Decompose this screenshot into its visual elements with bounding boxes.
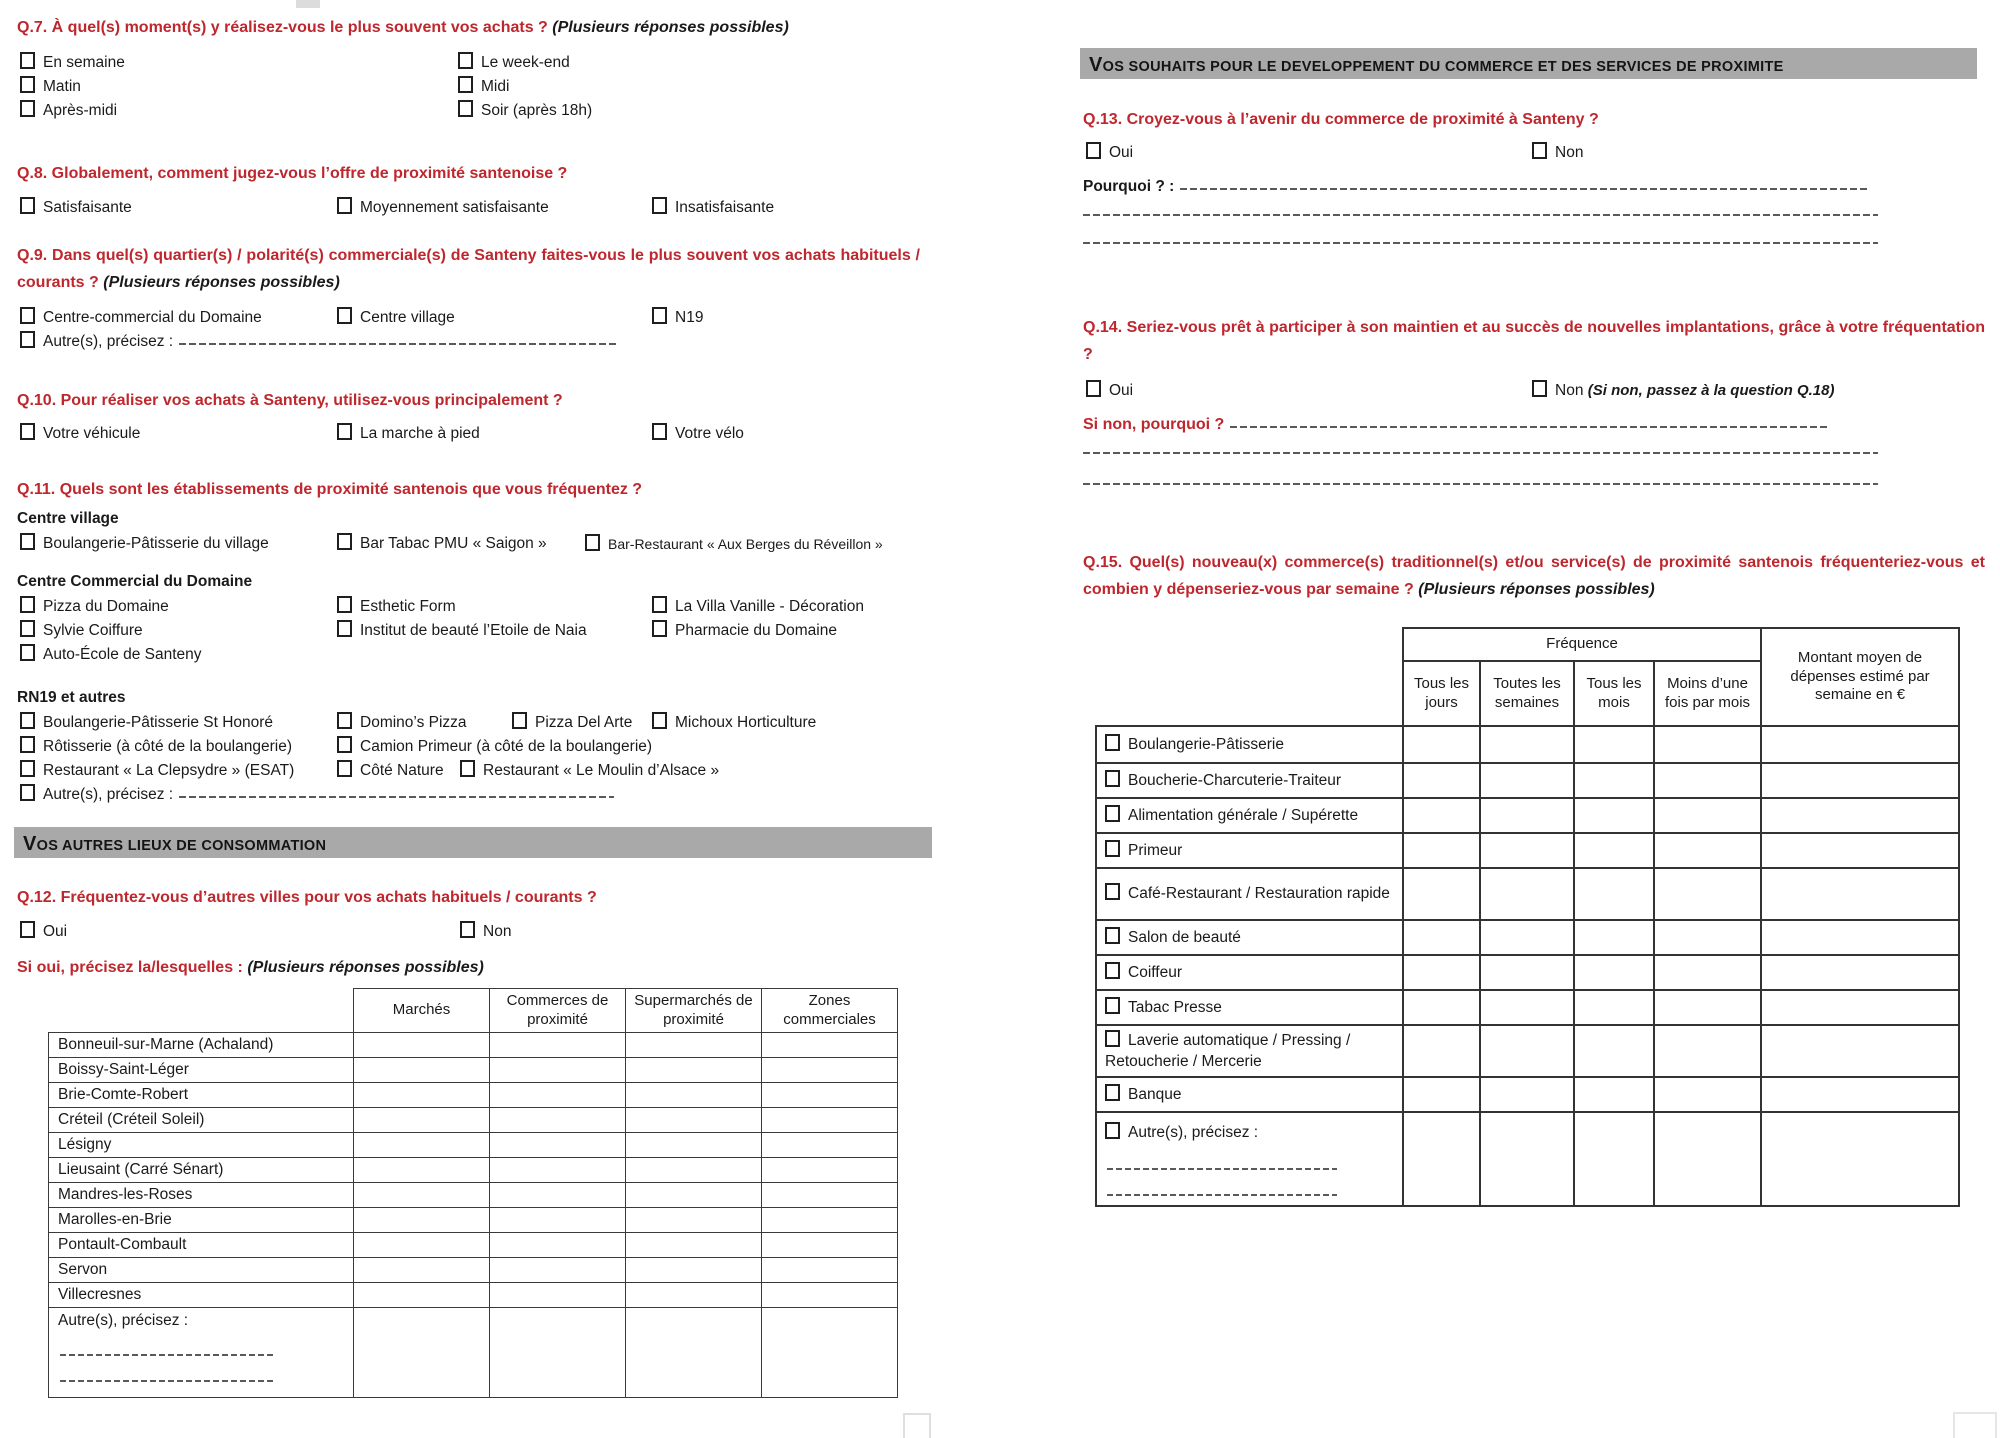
checkbox[interactable]	[337, 307, 352, 324]
q10-option-marche[interactable]: La marche à pied	[337, 423, 480, 443]
commerce-label[interactable]: Banque	[1096, 1077, 1403, 1112]
q12-option-oui[interactable]: Oui	[20, 921, 67, 941]
table-row	[49, 1058, 898, 1083]
answer-cell[interactable]	[1761, 798, 1959, 833]
answer-cell[interactable]	[1761, 1112, 1959, 1206]
answer-cell[interactable]	[1574, 1077, 1654, 1112]
answer-cell[interactable]	[354, 1283, 490, 1308]
checkbox[interactable]	[1105, 734, 1120, 751]
table-row	[49, 1258, 898, 1283]
table-row	[49, 1183, 898, 1208]
answer-cell[interactable]	[1480, 868, 1574, 920]
q8-option-insatisfaisante[interactable]: Insatisfaisante	[652, 197, 774, 217]
answer-cell[interactable]	[490, 1233, 626, 1258]
city-label: Boissy-Saint-Léger	[49, 1058, 354, 1083]
commerce-other-label[interactable]: Autre(s), précisez :	[1096, 1112, 1403, 1206]
answer-cell[interactable]	[1574, 990, 1654, 1025]
checkbox[interactable]	[1105, 962, 1120, 979]
checkbox[interactable]	[337, 596, 352, 613]
answer-cell[interactable]	[1654, 798, 1761, 833]
answer-cell[interactable]	[1403, 990, 1480, 1025]
answer-cell[interactable]	[1574, 798, 1654, 833]
city-label: Mandres-les-Roses	[49, 1183, 354, 1208]
answer-cell[interactable]	[1480, 798, 1574, 833]
q9-option-centre-commercial[interactable]: Centre-commercial du Domaine	[20, 307, 262, 327]
checkbox[interactable]	[458, 100, 473, 117]
table-row	[1096, 868, 1959, 920]
scan-artifact	[903, 1413, 931, 1438]
checkbox[interactable]	[20, 76, 35, 93]
q11-option-autre[interactable]: Autre(s), précisez :	[20, 784, 614, 804]
table-row	[1096, 726, 1959, 763]
answer-cell[interactable]	[354, 1233, 490, 1258]
answer-cell[interactable]	[1654, 1025, 1761, 1077]
q11-option-villa-vanille[interactable]: La Villa Vanille - Décoration	[652, 596, 864, 616]
write-in-line[interactable]	[179, 343, 619, 345]
answer-cell[interactable]	[1761, 990, 1959, 1025]
checkbox[interactable]	[1105, 1122, 1120, 1139]
q15-title: Q.15. Quel(s) nouveau(x) commerce(s) traditionnel(s) et/ou service(s) de proximité santenois fréquenteriez-vous et combien y dépenseriez-vous par semaine ? (Plusieurs réponses possibles)	[1083, 554, 1985, 599]
answer-cell[interactable]	[762, 1158, 898, 1183]
checkbox[interactable]	[1105, 1030, 1120, 1047]
answer-cell[interactable]	[490, 1033, 626, 1058]
table-row	[49, 1158, 898, 1183]
checkbox[interactable]	[460, 760, 475, 777]
answer-cell[interactable]	[626, 1183, 762, 1208]
q10-title: Q.10. Pour réaliser vos achats à Santeny, utilisez-vous principalement ?	[17, 392, 563, 409]
q11-option-rotisserie[interactable]: Rôtisserie (à côté de la boulangerie)	[20, 736, 292, 756]
table-row	[49, 1083, 898, 1108]
cities-table	[48, 988, 898, 1398]
answer-cell[interactable]	[1574, 1112, 1654, 1206]
answer-cell[interactable]	[1654, 990, 1761, 1025]
q11-option-pizza-del-arte[interactable]: Pizza Del Arte	[512, 712, 632, 732]
answer-cell[interactable]	[1574, 1025, 1654, 1077]
q10-option-vehicule[interactable]: Votre véhicule	[20, 423, 140, 443]
answer-cell[interactable]	[1761, 920, 1959, 955]
answer-cell[interactable]	[354, 1258, 490, 1283]
answer-cell[interactable]	[1574, 833, 1654, 868]
checkbox[interactable]	[20, 760, 35, 777]
checkbox[interactable]	[1086, 380, 1101, 397]
checkbox[interactable]	[512, 712, 527, 729]
write-in-line[interactable]	[1107, 1194, 1337, 1196]
answer-cell[interactable]	[626, 1233, 762, 1258]
answer-cell[interactable]	[490, 1108, 626, 1133]
answer-cell[interactable]	[762, 1108, 898, 1133]
q11-option-bar-tabac-saigon[interactable]: Bar Tabac PMU « Saigon »	[337, 533, 547, 553]
checkbox[interactable]	[585, 534, 600, 551]
col-supermarches: Supermarchés de proximité	[626, 989, 762, 1033]
answer-cell[interactable]	[1761, 868, 1959, 920]
col-commerces: Commerces de proximité	[490, 989, 626, 1033]
answer-cell[interactable]	[1480, 726, 1574, 763]
q11-option-aux-berges[interactable]: Bar-Restaurant « Aux Berges du Réveillon »	[585, 534, 883, 554]
table-row	[49, 1108, 898, 1133]
table-row	[1096, 1025, 1959, 1077]
checkbox[interactable]	[1105, 770, 1120, 787]
city-label: Brie-Comte-Robert	[49, 1083, 354, 1108]
q11-option-etoile-de-naia[interactable]: Institut de beauté l’Etoile de Naia	[337, 620, 587, 640]
write-in-line[interactable]	[1083, 483, 1878, 485]
checkbox[interactable]	[337, 197, 352, 214]
q9-option-autre[interactable]: Autre(s), précisez :	[20, 331, 619, 351]
commerce-label[interactable]: Primeur	[1096, 833, 1403, 868]
q12-option-non[interactable]: Non	[460, 921, 511, 941]
answer-cell[interactable]	[1403, 1025, 1480, 1077]
commerce-label[interactable]: Salon de beauté	[1096, 920, 1403, 955]
answer-cell[interactable]	[762, 1183, 898, 1208]
answer-cell[interactable]	[1403, 1077, 1480, 1112]
montant-header-cell: Montant moyen de dépenses estimé par semaine en €	[1761, 628, 1959, 726]
city-other-label: Autre(s), précisez :	[49, 1308, 354, 1398]
checkbox[interactable]	[1105, 997, 1120, 1014]
answer-cell[interactable]	[1654, 1112, 1761, 1206]
answer-cell[interactable]	[1654, 726, 1761, 763]
checkbox[interactable]	[1105, 805, 1120, 822]
commerce-label[interactable]: Coiffeur	[1096, 955, 1403, 990]
checkbox[interactable]	[20, 533, 35, 550]
answer-cell[interactable]	[626, 1083, 762, 1108]
q7-option-soir[interactable]: Soir (après 18h)	[458, 100, 592, 120]
answer-cell[interactable]	[354, 1308, 490, 1398]
answer-cell[interactable]	[1480, 833, 1574, 868]
q13-why-label: Pourquoi ? :	[1083, 177, 1868, 197]
table-row	[1096, 920, 1959, 955]
table-row	[1096, 955, 1959, 990]
answer-cell[interactable]	[626, 1158, 762, 1183]
checkbox[interactable]	[1105, 883, 1120, 900]
answer-cell[interactable]	[762, 1133, 898, 1158]
checkbox[interactable]	[1105, 927, 1120, 944]
city-label: Lieusaint (Carré Sénart)	[49, 1158, 354, 1183]
write-in-line[interactable]	[60, 1380, 275, 1382]
checkbox[interactable]	[20, 921, 35, 938]
write-in-line[interactable]	[60, 1354, 275, 1356]
q11-option-camion-primeur[interactable]: Camion Primeur (à côté de la boulangerie)	[337, 736, 652, 756]
q9-option-n19[interactable]: N19	[652, 307, 703, 327]
q7-option-matin[interactable]: Matin	[20, 76, 81, 96]
q11-option-auto-ecole[interactable]: Auto-École de Santeny	[20, 644, 202, 664]
section-bar-autres-lieux: VOS AUTRES LIEUX DE CONSOMMATION	[14, 827, 932, 858]
q11-option-cote-nature[interactable]: Côté Nature	[337, 760, 444, 780]
q14-option-non[interactable]: Non (Si non, passez à la question Q.18)	[1532, 380, 1834, 401]
answer-cell[interactable]	[1480, 920, 1574, 955]
checkbox[interactable]	[1105, 840, 1120, 857]
checkbox[interactable]	[1532, 142, 1547, 159]
answer-cell[interactable]	[762, 1308, 898, 1398]
answer-cell[interactable]	[1761, 1025, 1959, 1077]
q8-title: Q.8. Globalement, comment jugez-vous l’offre de proximité santenoise ?	[17, 165, 568, 182]
answer-cell[interactable]	[1403, 726, 1480, 763]
answer-cell[interactable]	[490, 1283, 626, 1308]
answer-cell[interactable]	[1654, 1077, 1761, 1112]
q11-option-boulangerie-village[interactable]: Boulangerie-Pâtisserie du village	[20, 533, 269, 553]
write-in-line[interactable]	[1083, 214, 1878, 216]
checkbox[interactable]	[460, 921, 475, 938]
checkbox[interactable]	[1105, 1084, 1120, 1101]
cities-table-header	[49, 989, 898, 1033]
q11-option-clepsydre[interactable]: Restaurant « La Clepsydre » (ESAT)	[20, 760, 294, 780]
q12-prompt: Si oui, précisez la/lesquelles : (Plusieurs réponses possibles)	[17, 959, 484, 976]
q14-option-oui[interactable]: Oui	[1086, 380, 1133, 400]
answer-cell[interactable]	[762, 1233, 898, 1258]
write-in-line[interactable]	[1230, 426, 1828, 428]
answer-cell[interactable]	[762, 1058, 898, 1083]
checkbox[interactable]	[337, 423, 352, 440]
answer-cell[interactable]	[626, 1133, 762, 1158]
scan-artifact	[1953, 1412, 1997, 1438]
q7-note: (Plusieurs réponses possibles)	[552, 19, 789, 36]
answer-cell[interactable]	[1403, 763, 1480, 798]
q11-group-centre-village: Centre village	[17, 510, 119, 527]
answer-cell[interactable]	[762, 1083, 898, 1108]
answer-cell[interactable]	[1761, 833, 1959, 868]
q10-option-velo[interactable]: Votre vélo	[652, 423, 744, 443]
q9-option-centre-village[interactable]: Centre village	[337, 307, 455, 327]
answer-cell[interactable]	[1574, 955, 1654, 990]
commerce-label[interactable]: Boulangerie-Pâtisserie	[1096, 726, 1403, 763]
answer-cell[interactable]	[354, 1208, 490, 1233]
checkbox[interactable]	[652, 197, 667, 214]
answer-cell[interactable]	[1654, 920, 1761, 955]
table-row	[49, 1283, 898, 1308]
table-row	[1096, 1077, 1959, 1112]
answer-cell[interactable]	[1654, 868, 1761, 920]
q7-option-midi[interactable]: Midi	[458, 76, 509, 96]
table-row	[49, 1208, 898, 1233]
checkbox[interactable]	[458, 52, 473, 69]
q11-option-pizza-domaine[interactable]: Pizza du Domaine	[20, 596, 169, 616]
answer-cell[interactable]	[1480, 1112, 1574, 1206]
answer-cell[interactable]	[762, 1033, 898, 1058]
q7-option-apres-midi[interactable]: Après-midi	[20, 100, 117, 120]
answer-cell[interactable]	[1761, 1077, 1959, 1112]
commerce-label[interactable]: Tabac Presse	[1096, 990, 1403, 1025]
answer-cell[interactable]	[1480, 955, 1574, 990]
frequency-table	[1095, 627, 1960, 1207]
q14-title: Q.14. Seriez-vous prêt à participer à son maintien et au succès de nouvelles implantations, grâce à votre fréquentation ?	[1083, 319, 1985, 364]
write-in-line[interactable]	[179, 796, 614, 798]
q7-option-week-end[interactable]: Le week-end	[458, 52, 570, 72]
q11-title: Q.11. Quels sont les établissements de proximité santenois que vous fréquentez ?	[17, 481, 643, 498]
answer-cell[interactable]	[626, 1108, 762, 1133]
answer-cell[interactable]	[626, 1308, 762, 1398]
q14-why-label: Si non, pourquoi ?	[1083, 415, 1828, 436]
answer-cell[interactable]	[1403, 833, 1480, 868]
answer-cell[interactable]	[1574, 868, 1654, 920]
commerce-label[interactable]: Laverie automatique / Pressing / Retoucherie / Mercerie	[1096, 1025, 1403, 1077]
answer-cell[interactable]	[1480, 763, 1574, 798]
answer-cell[interactable]	[490, 1258, 626, 1283]
answer-cell[interactable]	[626, 1208, 762, 1233]
section-bar-souhaits: VOS SOUHAITS POUR LE DEVELOPPEMENT DU COMMERCE ET DES SERVICES DE PROXIMITE	[1080, 48, 1977, 79]
write-in-line[interactable]	[1083, 452, 1878, 454]
commerce-label[interactable]: Café-Restaurant / Restauration rapide	[1096, 868, 1403, 920]
answer-cell[interactable]	[1574, 726, 1654, 763]
checkbox[interactable]	[337, 712, 352, 729]
checkbox[interactable]	[337, 620, 352, 637]
q8-option-moyennement[interactable]: Moyennement satisfaisante	[337, 197, 549, 217]
checkbox[interactable]	[337, 533, 352, 550]
answer-cell[interactable]	[490, 1308, 626, 1398]
answer-cell[interactable]	[1480, 1077, 1574, 1112]
answer-cell[interactable]	[1654, 763, 1761, 798]
checkbox[interactable]	[652, 596, 667, 613]
table-row-other	[49, 1308, 898, 1398]
q7-option-en-semaine[interactable]: En semaine	[20, 52, 125, 72]
answer-cell[interactable]	[1654, 833, 1761, 868]
checkbox[interactable]	[20, 736, 35, 753]
col-marches: Marchés	[354, 989, 490, 1033]
q13-option-oui[interactable]: Oui	[1086, 142, 1133, 162]
answer-cell[interactable]	[1403, 1112, 1480, 1206]
answer-cell[interactable]	[626, 1283, 762, 1308]
city-label: Pontault-Combault	[49, 1233, 354, 1258]
col-tous-les-jours: Tous les jours	[1403, 661, 1480, 726]
checkbox[interactable]	[652, 712, 667, 729]
table-row-other	[1096, 1112, 1959, 1206]
checkbox[interactable]	[1532, 380, 1547, 397]
table-row	[1096, 990, 1959, 1025]
answer-cell[interactable]	[762, 1283, 898, 1308]
city-label: Servon	[49, 1258, 354, 1283]
answer-cell[interactable]	[1403, 868, 1480, 920]
commerce-label[interactable]: Alimentation générale / Supérette	[1096, 798, 1403, 833]
frequence-header-cell: Fréquence	[1403, 628, 1761, 661]
answer-cell[interactable]	[490, 1158, 626, 1183]
table-row	[1096, 833, 1959, 868]
checkbox[interactable]	[20, 100, 35, 117]
answer-cell[interactable]	[626, 1058, 762, 1083]
table-row	[49, 1133, 898, 1158]
checkbox[interactable]	[20, 712, 35, 729]
checkbox[interactable]	[337, 760, 352, 777]
write-in-line[interactable]	[1107, 1168, 1337, 1170]
answer-cell[interactable]	[490, 1208, 626, 1233]
answer-cell[interactable]	[626, 1033, 762, 1058]
checkbox[interactable]	[20, 596, 35, 613]
q11-option-esthetic-form[interactable]: Esthetic Form	[337, 596, 456, 616]
answer-cell[interactable]	[490, 1133, 626, 1158]
checkbox[interactable]	[20, 644, 35, 661]
checkbox[interactable]	[652, 423, 667, 440]
answer-cell[interactable]	[1654, 955, 1761, 990]
scan-artifact	[296, 0, 320, 8]
frequency-header	[1096, 628, 1959, 661]
table-row	[1096, 798, 1959, 833]
city-label: Bonneuil-sur-Marne (Achaland)	[49, 1033, 354, 1058]
empty-corner-cell	[1096, 628, 1403, 726]
answer-cell[interactable]	[354, 1083, 490, 1108]
commerce-label[interactable]: Boucherie-Charcuterie-Traiteur	[1096, 763, 1403, 798]
q11-option-pharmacie[interactable]: Pharmacie du Domaine	[652, 620, 837, 640]
answer-cell[interactable]	[1761, 726, 1959, 763]
city-label: Marolles-en-Brie	[49, 1208, 354, 1233]
answer-cell[interactable]	[1403, 955, 1480, 990]
q13-option-non[interactable]: Non	[1532, 142, 1583, 162]
answer-cell[interactable]	[354, 1158, 490, 1183]
answer-cell[interactable]	[354, 1108, 490, 1133]
write-in-line[interactable]	[1180, 188, 1868, 190]
answer-cell[interactable]	[1480, 990, 1574, 1025]
answer-cell[interactable]	[490, 1083, 626, 1108]
table-row	[1096, 763, 1959, 798]
col-tous-les-mois: Tous les mois	[1574, 661, 1654, 726]
table-row	[49, 1033, 898, 1058]
q12-title: Q.12. Fréquentez-vous d’autres villes pour vos achats habituels / courants ?	[17, 889, 597, 906]
col-toutes-les-semaines: Toutes les semaines	[1480, 661, 1574, 726]
checkbox[interactable]	[20, 307, 35, 324]
q13-title: Q.13. Croyez-vous à l’avenir du commerce de proximité à Santeny ?	[1083, 111, 1599, 128]
answer-cell[interactable]	[354, 1133, 490, 1158]
answer-cell[interactable]	[1761, 955, 1959, 990]
q11-group-centre-commercial: Centre Commercial du Domaine	[17, 573, 253, 590]
answer-cell[interactable]	[1761, 763, 1959, 798]
q7-title-text: Q.7. À quel(s) moment(s) y réalisez-vous le plus souvent vos achats ?	[17, 19, 548, 36]
city-label: Créteil (Créteil Soleil)	[49, 1108, 354, 1133]
answer-cell[interactable]	[1403, 798, 1480, 833]
answer-cell[interactable]	[626, 1258, 762, 1283]
checkbox[interactable]	[652, 620, 667, 637]
answer-cell[interactable]	[1574, 763, 1654, 798]
answer-cell[interactable]	[1403, 920, 1480, 955]
checkbox[interactable]	[337, 736, 352, 753]
q8-option-satisfaisante[interactable]: Satisfaisante	[20, 197, 132, 217]
q11-group-rn19: RN19 et autres	[17, 689, 126, 706]
answer-cell[interactable]	[762, 1208, 898, 1233]
answer-cell[interactable]	[354, 1058, 490, 1083]
col-moins-une-fois: Moins d’une fois par mois	[1654, 661, 1761, 726]
city-label: Villecresnes	[49, 1283, 354, 1308]
q14-non-note: (Si non, passez à la question Q.18)	[1587, 382, 1835, 399]
answer-cell[interactable]	[1480, 1025, 1574, 1077]
checkbox[interactable]	[20, 423, 35, 440]
checkbox[interactable]	[20, 784, 35, 801]
checkbox[interactable]	[458, 76, 473, 93]
q11-option-st-honore[interactable]: Boulangerie-Pâtisserie St Honoré	[20, 712, 273, 732]
q11-option-sylvie-coiffure[interactable]: Sylvie Coiffure	[20, 620, 143, 640]
answer-cell[interactable]	[490, 1183, 626, 1208]
q7-title	[17, 14, 957, 41]
table-row	[49, 1233, 898, 1258]
write-in-line[interactable]	[1083, 242, 1878, 244]
checkbox[interactable]	[20, 331, 35, 348]
checkbox[interactable]	[20, 620, 35, 637]
checkbox[interactable]	[20, 52, 35, 69]
answer-cell[interactable]	[354, 1033, 490, 1058]
answer-cell[interactable]	[490, 1058, 626, 1083]
q11-option-dominos[interactable]: Domino’s Pizza	[337, 712, 467, 732]
city-label: Lésigny	[49, 1133, 354, 1158]
q11-option-michoux[interactable]: Michoux Horticulture	[652, 712, 816, 732]
checkbox[interactable]	[652, 307, 667, 324]
q11-option-moulin-alsace[interactable]: Restaurant « Le Moulin d’Alsace »	[460, 760, 719, 780]
answer-cell[interactable]	[354, 1183, 490, 1208]
answer-cell[interactable]	[762, 1258, 898, 1283]
checkbox[interactable]	[20, 197, 35, 214]
answer-cell[interactable]	[1574, 920, 1654, 955]
q9-title: Q.9. Dans quel(s) quartier(s) / polarité(s) commerciale(s) de Santeny faites-vous le plus souvent vos achats habituels / courants ? (Plusieurs réponses possibles)	[17, 247, 920, 292]
col-zones: Zones commerciales	[762, 989, 898, 1033]
checkbox[interactable]	[1086, 142, 1101, 159]
empty-corner-cell	[49, 989, 354, 1033]
